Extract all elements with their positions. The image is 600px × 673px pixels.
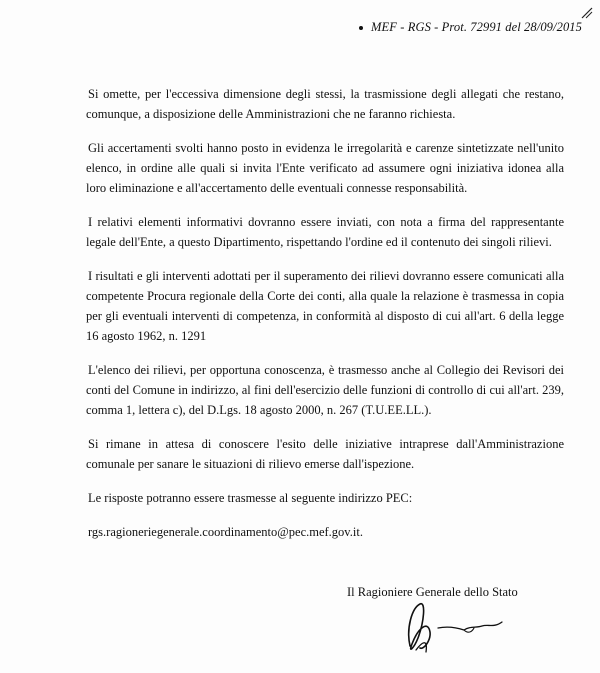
signatory-title: Il Ragioniere Generale dello Stato: [347, 585, 518, 599]
pec-address: rgs.ragioneriegenerale.coordinamento@pec.mef.gov.it.: [88, 525, 363, 539]
staple-mark-icon: [580, 6, 594, 20]
paragraph-attachments: Si omette, per l'eccessiva dimensione degli stessi, la trasmissione degli allegati che restano, comunque, a disposizione delle Amministrazioni che ne faranno richiesta.: [86, 87, 564, 121]
paragraph-pec-intro: Le risposte potranno essere trasmesse al seguente indirizzo PEC:: [88, 491, 413, 505]
protocol-header: [359, 20, 582, 35]
paragraph-irregularities: Gli accertamenti svolti hanno posto in evidenza le irregolarità e carenze sintetizzate nell'unito elenco, in ordine alle quali si invita l'Ente verificato ad assumere ogni iniziativa idonea alla loro eliminazione e all'accertamento delle eventuali connesse responsabilità.: [86, 141, 564, 195]
letter-body: [86, 84, 564, 556]
handwritten-signature: [398, 598, 518, 658]
paragraph-awaiting: Si rimane in attesa di conoscere l'esito delle iniziative intraprese dall'Amministrazione comunale per sanare le situazioni di rilievo emerse dall'ispezione.: [86, 437, 564, 471]
protocol-number: MEF - RGS - Prot. 72991 del 28/09/2015: [371, 20, 582, 34]
paragraph-results: I risultati e gli interventi adottati per il superamento dei rilievi dovranno essere comunicati alla competente Procura regionale della Corte dei conti, alla quale la relazione è trasmessa in copia per gli eventuali interventi di competenza, in conformità al disposto di cui all'art. 6 della legge 16 agosto 1962, n. 1291: [86, 269, 564, 343]
paragraph-auditors: L'elenco dei rilievi, per opportuna conoscenza, è trasmesso anche al Collegio dei Revisori dei conti del Comune in indirizzo, al fini dell'esercizio delle funzioni di controllo di cui all'art. 239, comma 1, lettera c), del D.Lgs. 18 agosto 2000, n. 267 (T.U.EE.LL.).: [86, 363, 564, 417]
paragraph-information: I relativi elementi informativi dovranno essere inviati, con nota a firma del rappresentante legale dell'Ente, a questo Dipartimento, rispettando l'ordine ed il contenuto dei singoli rilievi.: [86, 215, 564, 249]
bullet-icon: [359, 26, 363, 30]
